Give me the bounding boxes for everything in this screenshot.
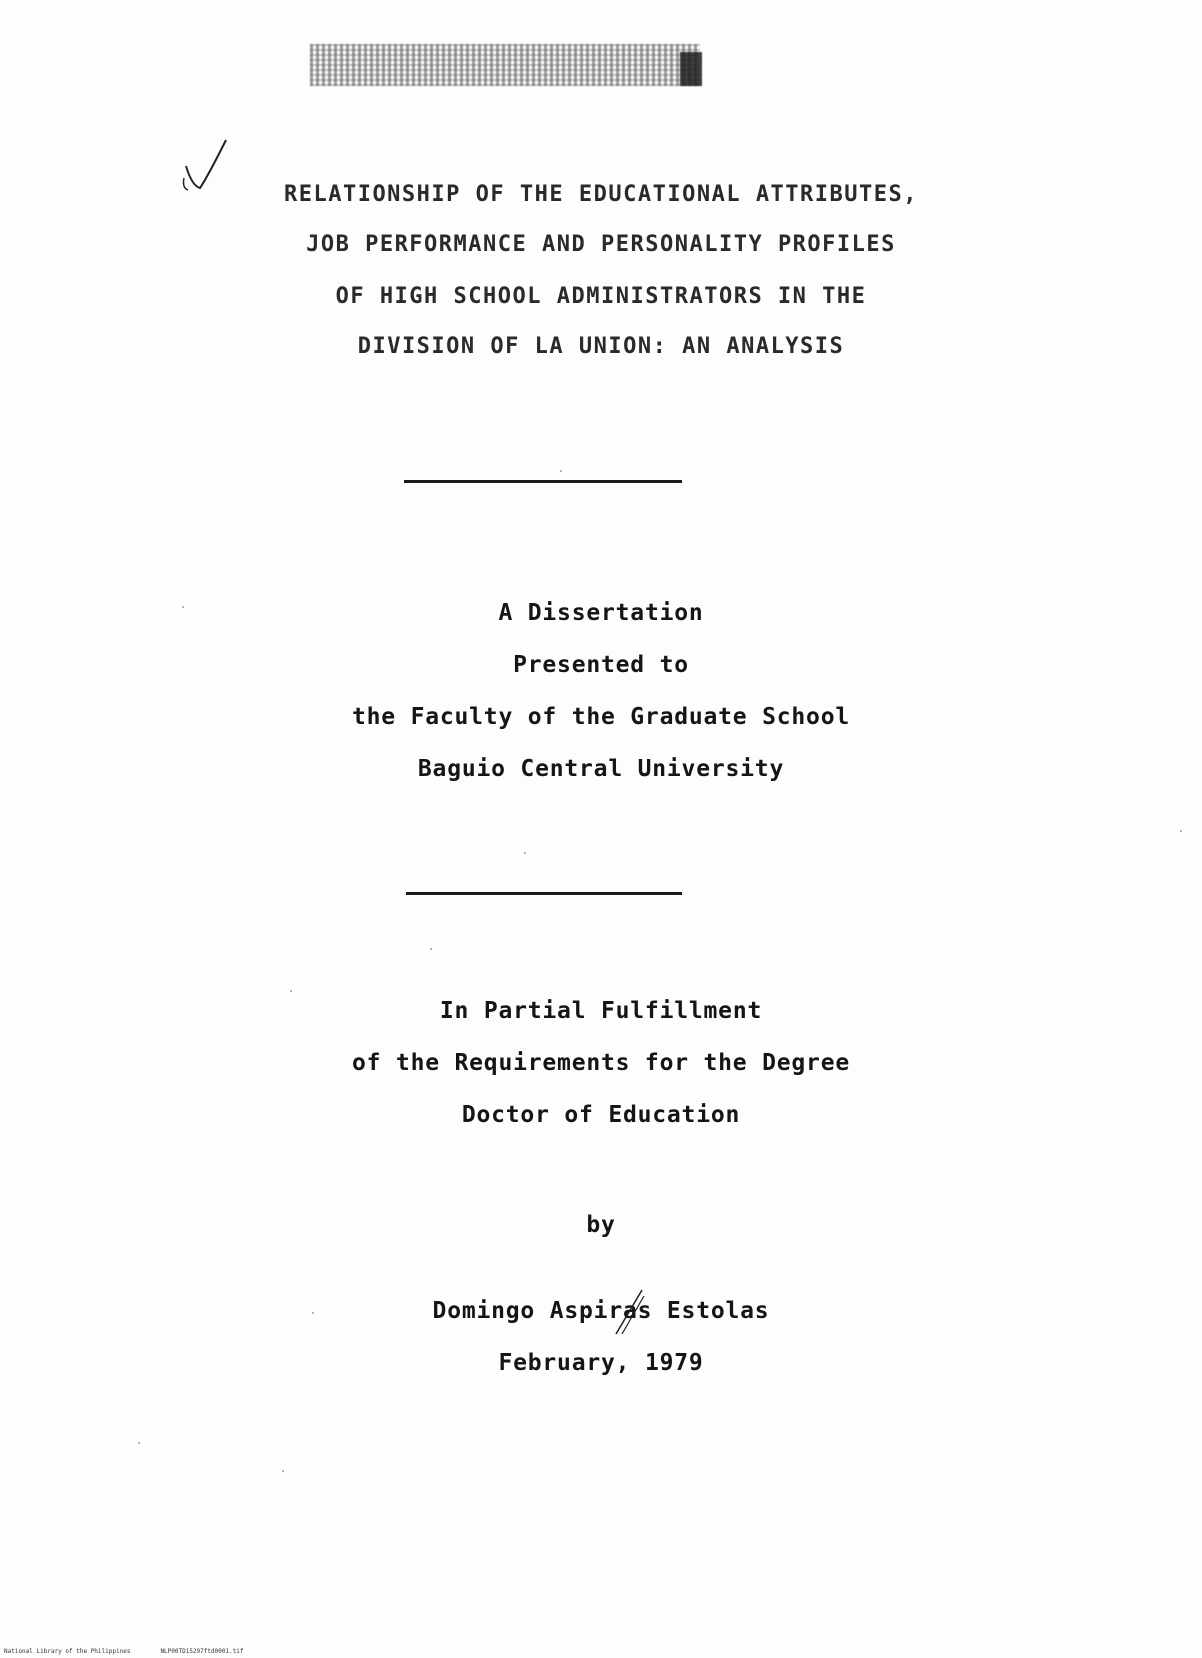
scan-speck <box>430 948 432 950</box>
handwritten-strike-mark <box>612 1288 646 1336</box>
by-label: by <box>586 1212 616 1238</box>
title-line-4: DIVISION OF LA UNION: AN ANALYSIS <box>357 334 845 359</box>
scan-speck <box>312 1312 314 1314</box>
scan-speck <box>290 990 292 992</box>
date: February, 1979 <box>498 1350 704 1376</box>
footer-filename: NLP00TD15297ftd0001.tif <box>160 1648 244 1655</box>
divider-rule-bottom <box>406 892 682 895</box>
fulfillment-line-2: of the Requirements for the Degree <box>351 1050 850 1076</box>
title-line-2: JOB PERFORMANCE AND PERSONALITY PROFILES <box>306 232 896 257</box>
presentation-line-3: the Faculty of the Graduate School <box>351 704 850 730</box>
footer-library: National Library of the Philippines <box>4 1648 131 1655</box>
scan-speck <box>182 606 184 608</box>
scan-speck <box>524 852 526 854</box>
header-stamp-mark <box>680 52 702 86</box>
title-line-1: RELATIONSHIP OF THE EDUCATIONAL ATTRIBUTES, <box>283 182 919 207</box>
presentation-line-2: Presented to <box>513 652 689 678</box>
author-name: Domingo Aspiras Estolas <box>432 1298 770 1324</box>
fulfillment-line-3: Doctor of Education <box>461 1102 741 1128</box>
header-stamp <box>310 44 700 86</box>
divider-rule-top <box>404 480 682 483</box>
title-line-3: OF HIGH SCHOOL ADMINISTRATORS IN THE <box>335 284 867 309</box>
scan-speck <box>282 1470 284 1472</box>
scan-speck <box>560 470 562 472</box>
presentation-line-1: A Dissertation <box>498 600 704 626</box>
fulfillment-line-1: In Partial Fulfillment <box>439 998 763 1024</box>
presentation-line-4: Baguio Central University <box>417 756 785 782</box>
footer <box>4 1648 274 1655</box>
scan-speck <box>138 1442 140 1444</box>
scan-speck <box>1180 830 1182 832</box>
